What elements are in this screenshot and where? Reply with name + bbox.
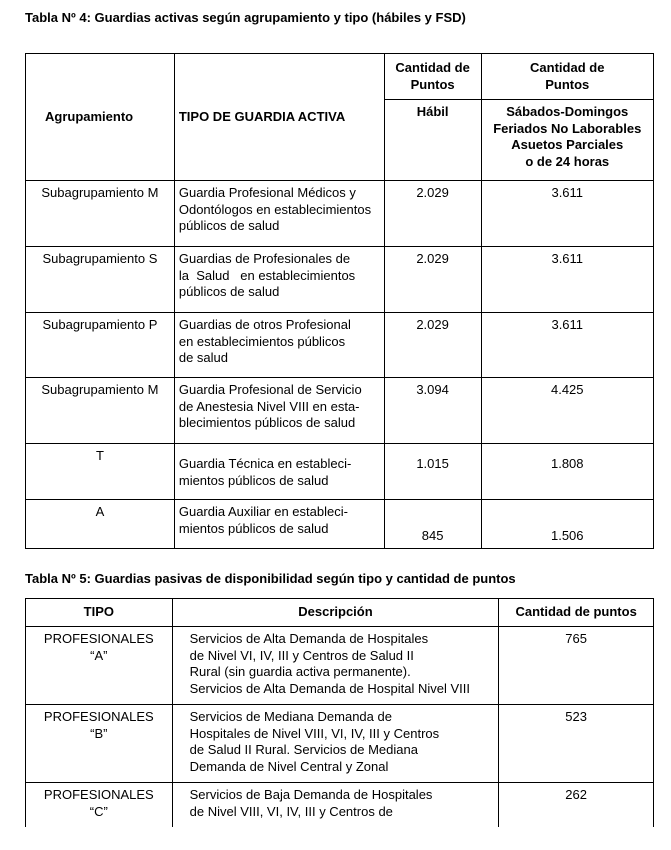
row-fsd-value: 1.506 bbox=[481, 500, 653, 549]
row-agrupamiento: Subagrupamiento M bbox=[26, 378, 175, 444]
row-tipo bbox=[174, 247, 384, 313]
row-fsd-value: 1.808 bbox=[481, 444, 653, 500]
row-desc-line: Hospitales de Nivel VIII, VI, IV, III y Centros bbox=[189, 725, 440, 741]
row-tipo bbox=[174, 313, 384, 378]
header-agrupamiento bbox=[26, 54, 175, 181]
row-tipo-line: mientos públicos de salud bbox=[178, 520, 329, 536]
row-agrupamiento: Subagrupamiento M bbox=[26, 181, 175, 247]
table4 bbox=[25, 53, 654, 549]
header-tipo bbox=[26, 599, 173, 627]
header-cantidad-puntos-label: Cantidad de puntos bbox=[515, 604, 637, 620]
row-desc-line: de Nivel VI, IV, III y Centros de Salud II bbox=[189, 647, 414, 663]
table4-row bbox=[26, 181, 654, 247]
table4-title: Tabla Nº 4: Guardias activas según agrupamiento y tipo (hábiles y FSD) bbox=[25, 10, 466, 25]
row-tipo-line: Guardias de Profesionales de bbox=[178, 251, 351, 266]
row-tipo-line: PROFESIONALES bbox=[43, 631, 154, 646]
table5-header-row bbox=[26, 599, 654, 627]
header-cantidad-fsd bbox=[481, 54, 653, 100]
row-tipo-line: PROFESIONALES bbox=[43, 709, 154, 724]
row-habil-value: 3.094 bbox=[384, 378, 481, 444]
row-fsd-value: 3.611 bbox=[481, 181, 653, 247]
row-habil-value: 2.029 bbox=[384, 247, 481, 313]
row-habil-value: 845 bbox=[384, 500, 481, 549]
row-agrupamiento: T bbox=[26, 444, 175, 500]
row-tipo-line: de Anestesia Nivel VIII en esta- bbox=[178, 398, 360, 414]
row-habil-value: 2.029 bbox=[384, 181, 481, 247]
row-desc-line: Servicios de Alta Demanda de Hospital Nivel VIII bbox=[189, 680, 470, 696]
table4-header-row bbox=[26, 54, 654, 100]
header-fsd-line1: Sábados-Domingos bbox=[506, 104, 629, 119]
row-descripcion bbox=[172, 705, 499, 783]
header-tipo-guardia-label: TIPO DE GUARDIA ACTIVA bbox=[178, 108, 346, 124]
row-tipo-profesional bbox=[26, 783, 173, 827]
table5-row bbox=[26, 627, 654, 705]
row-puntos-value: 765 bbox=[499, 627, 654, 705]
row-tipo bbox=[174, 181, 384, 247]
row-tipo-line: Guardia Técnica en estableci- bbox=[178, 456, 352, 471]
row-tipo-letter: “B” bbox=[90, 725, 108, 741]
row-fsd-value: 4.425 bbox=[481, 378, 653, 444]
table4-row bbox=[26, 313, 654, 378]
row-desc-line: Rural (sin guardia activa permanente). bbox=[189, 664, 411, 679]
header-cantidad-habil-line1: Cantidad de bbox=[395, 60, 470, 75]
row-tipo bbox=[174, 444, 384, 500]
row-tipo-line: Guardia Auxiliar en estableci- bbox=[178, 504, 348, 519]
header-descripcion bbox=[172, 599, 499, 627]
table4-row bbox=[26, 247, 654, 313]
header-fsd-line3: Asuetos Parciales bbox=[511, 137, 624, 152]
row-desc-line: Servicios de Alta Demanda de Hospitales bbox=[189, 631, 429, 646]
header-cantidad-habil bbox=[384, 54, 481, 100]
header-cantidad-fsd-line2: Puntos bbox=[545, 76, 590, 92]
row-tipo-line: públicos de salud bbox=[178, 284, 280, 299]
header-fsd bbox=[481, 100, 653, 181]
header-descripcion-label: Descripción bbox=[298, 604, 373, 620]
row-habil-value: 2.029 bbox=[384, 313, 481, 378]
row-habil-value: 1.015 bbox=[384, 444, 481, 500]
header-agrupamiento-label: Agrupamiento bbox=[45, 108, 134, 124]
header-habil-label: Hábil bbox=[416, 104, 449, 119]
table5-title: Tabla Nº 5: Guardias pasivas de disponibilidad según tipo y cantidad de puntos bbox=[25, 571, 516, 586]
table4-row bbox=[26, 500, 654, 549]
row-descripcion bbox=[172, 627, 499, 705]
header-tipo-guardia bbox=[174, 54, 384, 181]
header-cantidad-fsd-line1: Cantidad de bbox=[530, 60, 605, 75]
row-tipo bbox=[174, 500, 384, 549]
row-tipo-letter: “C” bbox=[89, 803, 108, 819]
table5-row bbox=[26, 705, 654, 783]
row-agrupamiento: Subagrupamiento P bbox=[26, 313, 175, 378]
row-tipo-line: la Salud en establecimientos bbox=[178, 267, 356, 283]
header-habil bbox=[384, 100, 481, 181]
row-tipo-line: Odontólogos en establecimientos bbox=[178, 201, 372, 217]
row-desc-line: de Nivel VIII, VI, IV, III y Centros de bbox=[189, 803, 393, 819]
row-descripcion bbox=[172, 783, 499, 827]
row-fsd-value: 3.611 bbox=[481, 313, 653, 378]
row-tipo-line: blecimientos públicos de salud bbox=[178, 415, 356, 430]
table4-row bbox=[26, 378, 654, 444]
row-agrupamiento: A bbox=[26, 500, 175, 549]
row-tipo-line: públicos de salud bbox=[178, 218, 280, 233]
row-tipo-profesional bbox=[26, 705, 173, 783]
row-tipo-line: en establecimientos públicos bbox=[178, 333, 346, 349]
row-tipo-line: Guardias de otros Profesional bbox=[178, 317, 351, 332]
table5 bbox=[25, 598, 654, 827]
row-tipo-line: Guardia Profesional Médicos y bbox=[178, 185, 356, 200]
row-desc-line: Servicios de Mediana Demanda de bbox=[189, 709, 392, 724]
table4-row bbox=[26, 444, 654, 500]
row-desc-line: de Salud II Rural. Servicios de Mediana bbox=[189, 742, 418, 757]
row-tipo-line: PROFESIONALES bbox=[43, 787, 154, 802]
header-tipo-label: TIPO bbox=[83, 604, 114, 620]
row-tipo-line: de salud bbox=[178, 350, 229, 365]
header-cantidad-habil-line2: Puntos bbox=[410, 76, 455, 92]
table5-row bbox=[26, 783, 654, 827]
row-puntos-value: 262 bbox=[499, 783, 654, 827]
header-fsd-line2: Feriados No Laborables bbox=[493, 120, 642, 136]
row-tipo-letter: “A” bbox=[90, 647, 108, 663]
header-cantidad-puntos bbox=[499, 599, 654, 627]
row-desc-line: Servicios de Baja Demanda de Hospitales bbox=[189, 787, 433, 802]
row-tipo-line: mientos públicos de salud bbox=[178, 472, 329, 488]
row-fsd-value: 3.611 bbox=[481, 247, 653, 313]
row-tipo bbox=[174, 378, 384, 444]
row-tipo-profesional bbox=[26, 627, 173, 705]
row-tipo-line: Guardia Profesional de Servicio bbox=[178, 382, 362, 397]
row-puntos-value: 523 bbox=[499, 705, 654, 783]
row-desc-line: Demanda de Nivel Central y Zonal bbox=[189, 758, 389, 774]
row-agrupamiento: Subagrupamiento S bbox=[26, 247, 175, 313]
header-fsd-line4: o de 24 horas bbox=[525, 153, 610, 169]
